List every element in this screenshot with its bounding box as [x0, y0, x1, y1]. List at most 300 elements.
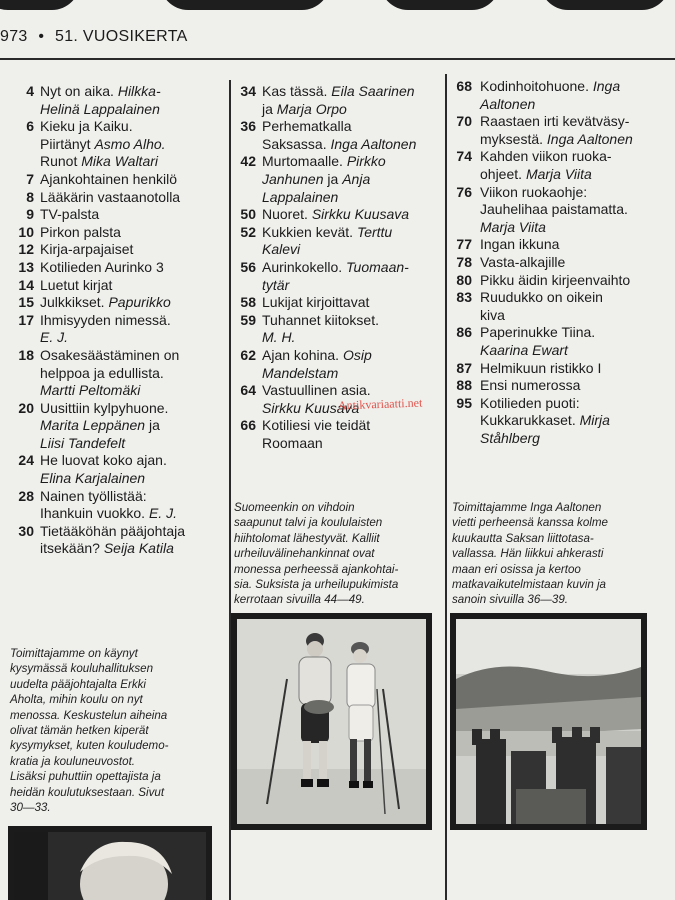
toc-line — [480, 377, 672, 395]
toc-text-segment: Aurinkokello. — [262, 258, 347, 275]
toc-page-number: 14 — [18, 276, 34, 293]
toc-text-segment: kiva — [480, 306, 505, 323]
toc-page-number: 50 — [240, 206, 256, 223]
toc-entry — [8, 189, 224, 207]
toc-line — [40, 523, 224, 541]
toc-entry — [452, 377, 672, 395]
toc-author: Tuomaan- — [346, 258, 409, 275]
toc-line — [262, 417, 440, 435]
caption-line: heidän koulutuksestaan. Sivut — [10, 785, 165, 799]
toc-line — [40, 294, 224, 312]
toc-page-number: 70 — [456, 113, 472, 130]
toc-text-segment: Pikku äidin kirjeenvaihto — [480, 271, 631, 288]
toc-entry — [8, 312, 224, 347]
toc-page-number: 6 — [26, 118, 34, 135]
toc-author: Kaarina Ewart — [480, 341, 568, 358]
toc-text-segment: helppoa ja edullista. — [40, 364, 164, 381]
toc-page-number: 17 — [18, 311, 34, 328]
toc-text-segment: ohjeet. — [480, 165, 526, 182]
toc-page-number: 62 — [240, 346, 256, 363]
toc-line — [262, 259, 440, 277]
caption-line: kysymykset, kuten kouludemo- — [10, 739, 169, 753]
caption-line: 30—33. — [10, 801, 51, 815]
toc-title — [34, 118, 224, 171]
toc-page-number: 77 — [456, 236, 472, 253]
toc-line — [40, 505, 224, 523]
caption-line: kysymässä kouluhallituksen — [10, 662, 154, 676]
caption-line: kerrotaan sivuilla 44—49. — [234, 593, 365, 607]
caption-line: monessa perheessä ajankohtai- — [234, 562, 399, 576]
toc-page-number: 59 — [240, 311, 256, 328]
toc-line — [40, 312, 224, 330]
toc-text-segment: Pirkon palsta — [40, 223, 121, 240]
toc-page-number: 42 — [240, 153, 256, 170]
toc-line — [262, 118, 440, 136]
toc-author: Ståhlberg — [480, 429, 540, 446]
toc-page-number: 18 — [18, 346, 34, 363]
toc-page-number: 58 — [240, 294, 256, 311]
toc-entry — [452, 272, 672, 290]
photo-castle-landscape — [450, 613, 647, 830]
toc-text-segment: Kukkarukkaset. — [480, 412, 580, 429]
toc-page-number: 52 — [240, 223, 256, 240]
toc-page-number: 28 — [18, 487, 34, 504]
toc-page-number: 7 — [26, 170, 34, 187]
toc-text-segment: Roomaan — [262, 434, 323, 451]
toc-text-segment: Saksassa. — [262, 135, 331, 152]
toc-text-segment: Ihankuin vuokko. — [40, 505, 149, 522]
toc-text-segment: Ihmisyyden nimessä. — [40, 311, 171, 328]
toc-line — [480, 219, 672, 237]
toc-author: Osip — [342, 346, 372, 363]
masthead-logo-fragment — [540, 0, 670, 10]
toc-line — [480, 166, 672, 184]
caption-line: Aholta, mihin koulu on nyt — [10, 693, 143, 707]
caption-line: vietti perheensä kanssa kolme — [452, 516, 608, 530]
toc-entry — [452, 78, 672, 113]
toc-entry — [8, 118, 224, 171]
issue-header — [0, 28, 188, 46]
toc-page-number: 86 — [456, 324, 472, 341]
toc-title — [34, 452, 224, 487]
toc-line — [40, 224, 224, 242]
toc-entry — [452, 289, 672, 324]
caption-line: Suomeenkin on vihdoin — [234, 501, 355, 514]
toc-text-segment: Ingan ikkuna — [480, 236, 560, 253]
caption-line: kuukautta Saksan liittotasa- — [452, 531, 594, 545]
toc-entry — [8, 83, 224, 118]
toc-line — [480, 412, 672, 430]
toc-line — [40, 488, 224, 506]
toc-line — [480, 360, 672, 378]
toc-line — [262, 153, 440, 171]
toc-author: Lappalainen — [262, 188, 339, 205]
caption-line: saapunut talvi ja koululaisten — [234, 516, 383, 530]
toc-text-segment: Viikon ruokaohje: — [480, 183, 588, 200]
toc-entry — [236, 118, 440, 153]
toc-page-number: 88 — [456, 377, 472, 394]
toc-author: Inga — [592, 78, 621, 94]
toc-page-number: 8 — [26, 188, 34, 205]
toc-line — [40, 365, 224, 383]
toc-author: Seija Katila — [103, 540, 174, 557]
toc-line — [40, 101, 224, 119]
contents-column-3 — [452, 78, 672, 447]
toc-line — [40, 417, 224, 435]
toc-entry — [452, 236, 672, 254]
toc-entry — [236, 224, 440, 259]
toc-title — [256, 153, 440, 206]
caption-line: vallassa. Hän liikkui ahkerasti — [452, 547, 604, 561]
toc-line — [262, 312, 440, 330]
toc-page-number: 15 — [18, 294, 34, 311]
toc-text-segment: Kahden viikon ruoka- — [480, 148, 612, 165]
toc-author: E. J. — [148, 505, 177, 522]
toc-text-segment: Ruudukko on oikein — [480, 289, 603, 306]
toc-entry — [452, 254, 672, 272]
toc-line — [262, 189, 440, 207]
toc-title — [256, 312, 440, 347]
toc-line — [40, 83, 224, 101]
toc-author: Pirkko — [346, 153, 386, 170]
toc-line — [40, 400, 224, 418]
toc-line — [262, 365, 440, 383]
toc-text-segment: Nyt on aika. — [40, 83, 118, 99]
toc-author: Asmo Alho. — [94, 135, 166, 152]
toc-author: Papurikko — [108, 294, 171, 311]
toc-text-segment: Murtomaalle. — [262, 153, 347, 170]
toc-text-segment: Kodinhoitohuone. — [480, 78, 593, 94]
caption-line: Toimittajamme on käynyt — [10, 647, 138, 660]
toc-entry — [8, 488, 224, 523]
toc-line — [40, 259, 224, 277]
toc-title — [472, 184, 672, 237]
toc-author: Mika Waltari — [81, 153, 159, 170]
toc-text-segment: Vastuullinen asia. — [262, 382, 371, 399]
toc-page-number: 10 — [18, 223, 34, 240]
toc-line — [40, 241, 224, 259]
toc-line — [262, 206, 440, 224]
toc-text-segment: Paperinukke Tiina. — [480, 324, 596, 341]
toc-entry — [8, 400, 224, 453]
caption-right — [452, 500, 672, 608]
toc-text-segment: Tietääköhän pääjohtaja — [40, 522, 186, 539]
toc-line — [480, 342, 672, 360]
toc-page-number: 4 — [26, 83, 34, 99]
toc-line — [40, 189, 224, 207]
photo-skiers — [231, 613, 432, 830]
toc-author: Mandelstam — [262, 364, 339, 381]
toc-title — [34, 241, 224, 259]
toc-text-segment: Piirtänyt — [40, 135, 95, 152]
contents-column-1 — [8, 83, 224, 558]
toc-line — [40, 347, 224, 365]
toc-text-segment: myksestä. — [480, 130, 547, 147]
toc-title — [472, 236, 672, 254]
masthead-logo-fragment — [380, 0, 500, 10]
toc-title — [34, 400, 224, 453]
toc-text-segment: ja — [323, 170, 343, 187]
toc-entry — [452, 324, 672, 359]
toc-entry — [236, 259, 440, 294]
toc-title — [472, 254, 672, 272]
caption-line: urheiluvälinehankinnat ovat — [234, 547, 375, 561]
toc-line — [262, 136, 440, 154]
toc-text-segment: Nuoret. — [262, 206, 312, 223]
toc-entry — [452, 113, 672, 148]
caption-line: menossa. Keskustelun aiheina — [10, 708, 168, 722]
toc-text-segment: Kirja-arpajaiset — [40, 241, 134, 258]
toc-page-number: 87 — [456, 359, 472, 376]
header-rule — [0, 58, 675, 60]
toc-line — [262, 347, 440, 365]
toc-text-segment: Helmikuun ristikko I — [480, 359, 602, 376]
toc-title — [34, 277, 224, 295]
toc-text-segment: Vasta-alkajille — [480, 253, 566, 270]
toc-page-number: 64 — [240, 382, 256, 399]
toc-line — [40, 118, 224, 136]
toc-line — [480, 131, 672, 149]
toc-page-number: 95 — [456, 394, 472, 411]
toc-entry — [8, 294, 224, 312]
masthead-logo-fragment — [160, 0, 330, 10]
toc-entry — [452, 395, 672, 448]
toc-entry — [8, 347, 224, 400]
toc-page-number: 76 — [456, 183, 472, 200]
toc-line — [262, 224, 440, 242]
toc-line — [480, 395, 672, 413]
toc-entry — [236, 206, 440, 224]
toc-author: Mirja — [579, 412, 610, 429]
toc-line — [40, 540, 224, 558]
toc-text-segment: Lääkärin vastaanotolla — [40, 188, 181, 205]
toc-entry — [452, 184, 672, 237]
toc-author: Janhunen — [262, 170, 324, 187]
toc-title — [472, 360, 672, 378]
toc-author: Aaltonen — [480, 95, 536, 112]
toc-line — [480, 289, 672, 307]
watermark: Antikvariaatti.net — [337, 395, 423, 413]
toc-page-number: 9 — [26, 206, 34, 223]
toc-line — [40, 171, 224, 189]
toc-text-segment: Perhematkalla — [262, 118, 352, 135]
caption-line: kratia ja kouluneuvostot. — [10, 754, 136, 768]
toc-entry — [8, 224, 224, 242]
toc-entry — [8, 206, 224, 224]
toc-text-segment: Ensi numerossa — [480, 377, 581, 394]
toc-line — [480, 430, 672, 448]
toc-line — [40, 136, 224, 154]
toc-line — [480, 78, 672, 96]
toc-entry — [8, 241, 224, 259]
toc-text-segment: TV-palsta — [40, 206, 100, 223]
toc-author: Inga Aaltonen — [330, 135, 417, 152]
toc-title — [34, 224, 224, 242]
toc-text-segment: Jauhelihaa paistamatta. — [480, 201, 628, 218]
toc-text-segment: Kotilieden Aurinko 3 — [40, 258, 164, 275]
toc-line — [262, 435, 440, 453]
toc-page-number: 56 — [240, 258, 256, 275]
toc-entry — [236, 83, 440, 118]
caption-line: Lisäksi puhuttiin opettajista ja — [10, 770, 161, 784]
toc-author: Sirkku Kuusava — [311, 206, 410, 223]
toc-entry — [236, 294, 440, 312]
toc-line — [262, 171, 440, 189]
toc-line — [40, 329, 224, 347]
toc-line — [480, 96, 672, 114]
toc-title — [256, 294, 440, 312]
toc-line — [262, 83, 440, 101]
toc-entry — [8, 171, 224, 189]
toc-entry — [236, 312, 440, 347]
toc-author: Sirkku Kuusava — [262, 399, 360, 416]
toc-line — [480, 307, 672, 325]
toc-author: Marja Viita — [525, 165, 592, 182]
toc-page-number: 20 — [18, 399, 34, 416]
photo-portrait — [8, 826, 212, 900]
toc-text-segment: Kotiliesi vie teidät — [262, 417, 371, 434]
year-fragment: 973 — [0, 28, 28, 45]
toc-author: Martti Peltomäki — [40, 382, 141, 399]
toc-text-segment: Kotilieden puoti: — [480, 394, 580, 411]
toc-title — [472, 324, 672, 359]
caption-line: olivat tämän hetken kiperät — [10, 724, 149, 738]
toc-author: Marita Leppänen — [40, 417, 146, 434]
toc-title — [34, 259, 224, 277]
toc-author: Liisi Tandefelt — [40, 434, 126, 451]
toc-line — [40, 206, 224, 224]
toc-line — [262, 294, 440, 312]
toc-author: Terttu — [356, 223, 393, 240]
toc-page-number: 80 — [456, 271, 472, 288]
toc-title — [34, 347, 224, 400]
toc-text-segment: ja — [262, 100, 277, 117]
toc-title — [34, 189, 224, 207]
volume-label: 51. VUOSIKERTA — [55, 28, 188, 45]
toc-title — [256, 259, 440, 294]
toc-line — [480, 148, 672, 166]
toc-page-number: 24 — [18, 452, 34, 469]
toc-line — [262, 241, 440, 259]
toc-title — [256, 206, 440, 224]
toc-title — [34, 206, 224, 224]
toc-title — [472, 289, 672, 324]
toc-text-segment: Lukijat kirjoittavat — [262, 294, 370, 311]
toc-entry — [236, 347, 440, 382]
toc-line — [262, 277, 440, 295]
toc-title — [256, 118, 440, 153]
toc-entry — [452, 360, 672, 378]
toc-entry — [8, 277, 224, 295]
toc-entry — [8, 523, 224, 558]
toc-text-segment: Uusittiin kylpyhuone. — [40, 399, 169, 416]
caption-line: uudelta pääjohtajalta Erkki — [10, 677, 146, 691]
caption-line: matkavaikutelmistaan kuvin ja — [452, 578, 607, 592]
toc-entry — [236, 153, 440, 206]
toc-title — [472, 113, 672, 148]
toc-author: tytär — [262, 276, 290, 293]
toc-title — [472, 395, 672, 448]
caption-left — [10, 646, 225, 815]
toc-text-segment: Tuhannet kiitokset. — [262, 311, 379, 328]
toc-text-segment: Raastaen irti kevätväsy- — [480, 113, 630, 130]
toc-text-segment: Ajankohtainen henkilö — [40, 170, 177, 187]
toc-line — [480, 201, 672, 219]
toc-page-number: 12 — [18, 241, 34, 258]
caption-line: sia. Suksista ja urheilupukimista — [234, 578, 399, 592]
toc-entry — [452, 148, 672, 183]
toc-author: Elina Karjalainen — [40, 470, 146, 487]
toc-author: Kalevi — [262, 241, 301, 258]
toc-title — [472, 377, 672, 395]
toc-title — [256, 347, 440, 382]
caption-line: maan eri osissa ja kertoo — [452, 562, 581, 576]
toc-text-segment: Kieku ja Kaiku. — [40, 118, 133, 135]
toc-title — [256, 417, 440, 452]
toc-entry — [236, 417, 440, 452]
toc-author: E. J. — [40, 329, 69, 346]
toc-page-number: 66 — [240, 417, 256, 434]
toc-text-segment: Kas tässä. — [262, 83, 332, 99]
masthead-logo-fragment — [0, 0, 80, 10]
header-bullet: • — [38, 28, 45, 45]
toc-title — [34, 523, 224, 558]
toc-line — [480, 324, 672, 342]
toc-page-number: 36 — [240, 118, 256, 135]
toc-line — [480, 184, 672, 202]
toc-author: Eila Saarinen — [331, 83, 415, 99]
caption-line: hiihtolomat lähestyvät. Kalliit — [234, 531, 380, 545]
toc-page-number: 68 — [456, 78, 472, 94]
toc-entry — [8, 452, 224, 487]
toc-line — [262, 101, 440, 119]
toc-text-segment: ja — [145, 417, 160, 434]
toc-page-number: 34 — [240, 83, 256, 99]
toc-line — [480, 236, 672, 254]
toc-author: Anja — [342, 170, 371, 187]
toc-title — [472, 148, 672, 183]
toc-title — [34, 83, 224, 118]
toc-text-segment: Runot — [40, 153, 82, 170]
toc-text-segment: Nainen työllistää: — [40, 487, 147, 504]
toc-author: Marja Viita — [480, 218, 546, 235]
toc-author: M. H. — [262, 329, 296, 346]
toc-page-number: 13 — [18, 258, 34, 275]
toc-line — [480, 113, 672, 131]
toc-title — [34, 312, 224, 347]
toc-page-number: 30 — [18, 522, 34, 539]
toc-title — [34, 294, 224, 312]
caption-line: Toimittajamme Inga Aaltonen — [452, 501, 602, 514]
column-rule-right — [445, 74, 447, 900]
toc-line — [480, 272, 672, 290]
toc-line — [40, 153, 224, 171]
toc-line — [40, 277, 224, 295]
toc-entry — [8, 259, 224, 277]
toc-title — [256, 83, 440, 118]
toc-text-segment: Julkkikset. — [40, 294, 109, 311]
caption-middle — [234, 500, 439, 608]
toc-line — [40, 435, 224, 453]
toc-author: Marja Orpo — [276, 100, 347, 117]
toc-title — [34, 171, 224, 189]
toc-line — [262, 329, 440, 347]
toc-text-segment: He luovat koko ajan. — [40, 452, 167, 469]
toc-page-number: 83 — [456, 289, 472, 306]
toc-title — [472, 78, 672, 113]
toc-author: Helinä Lappalainen — [40, 100, 160, 117]
toc-text-segment: Kukkien kevät. — [262, 223, 357, 240]
